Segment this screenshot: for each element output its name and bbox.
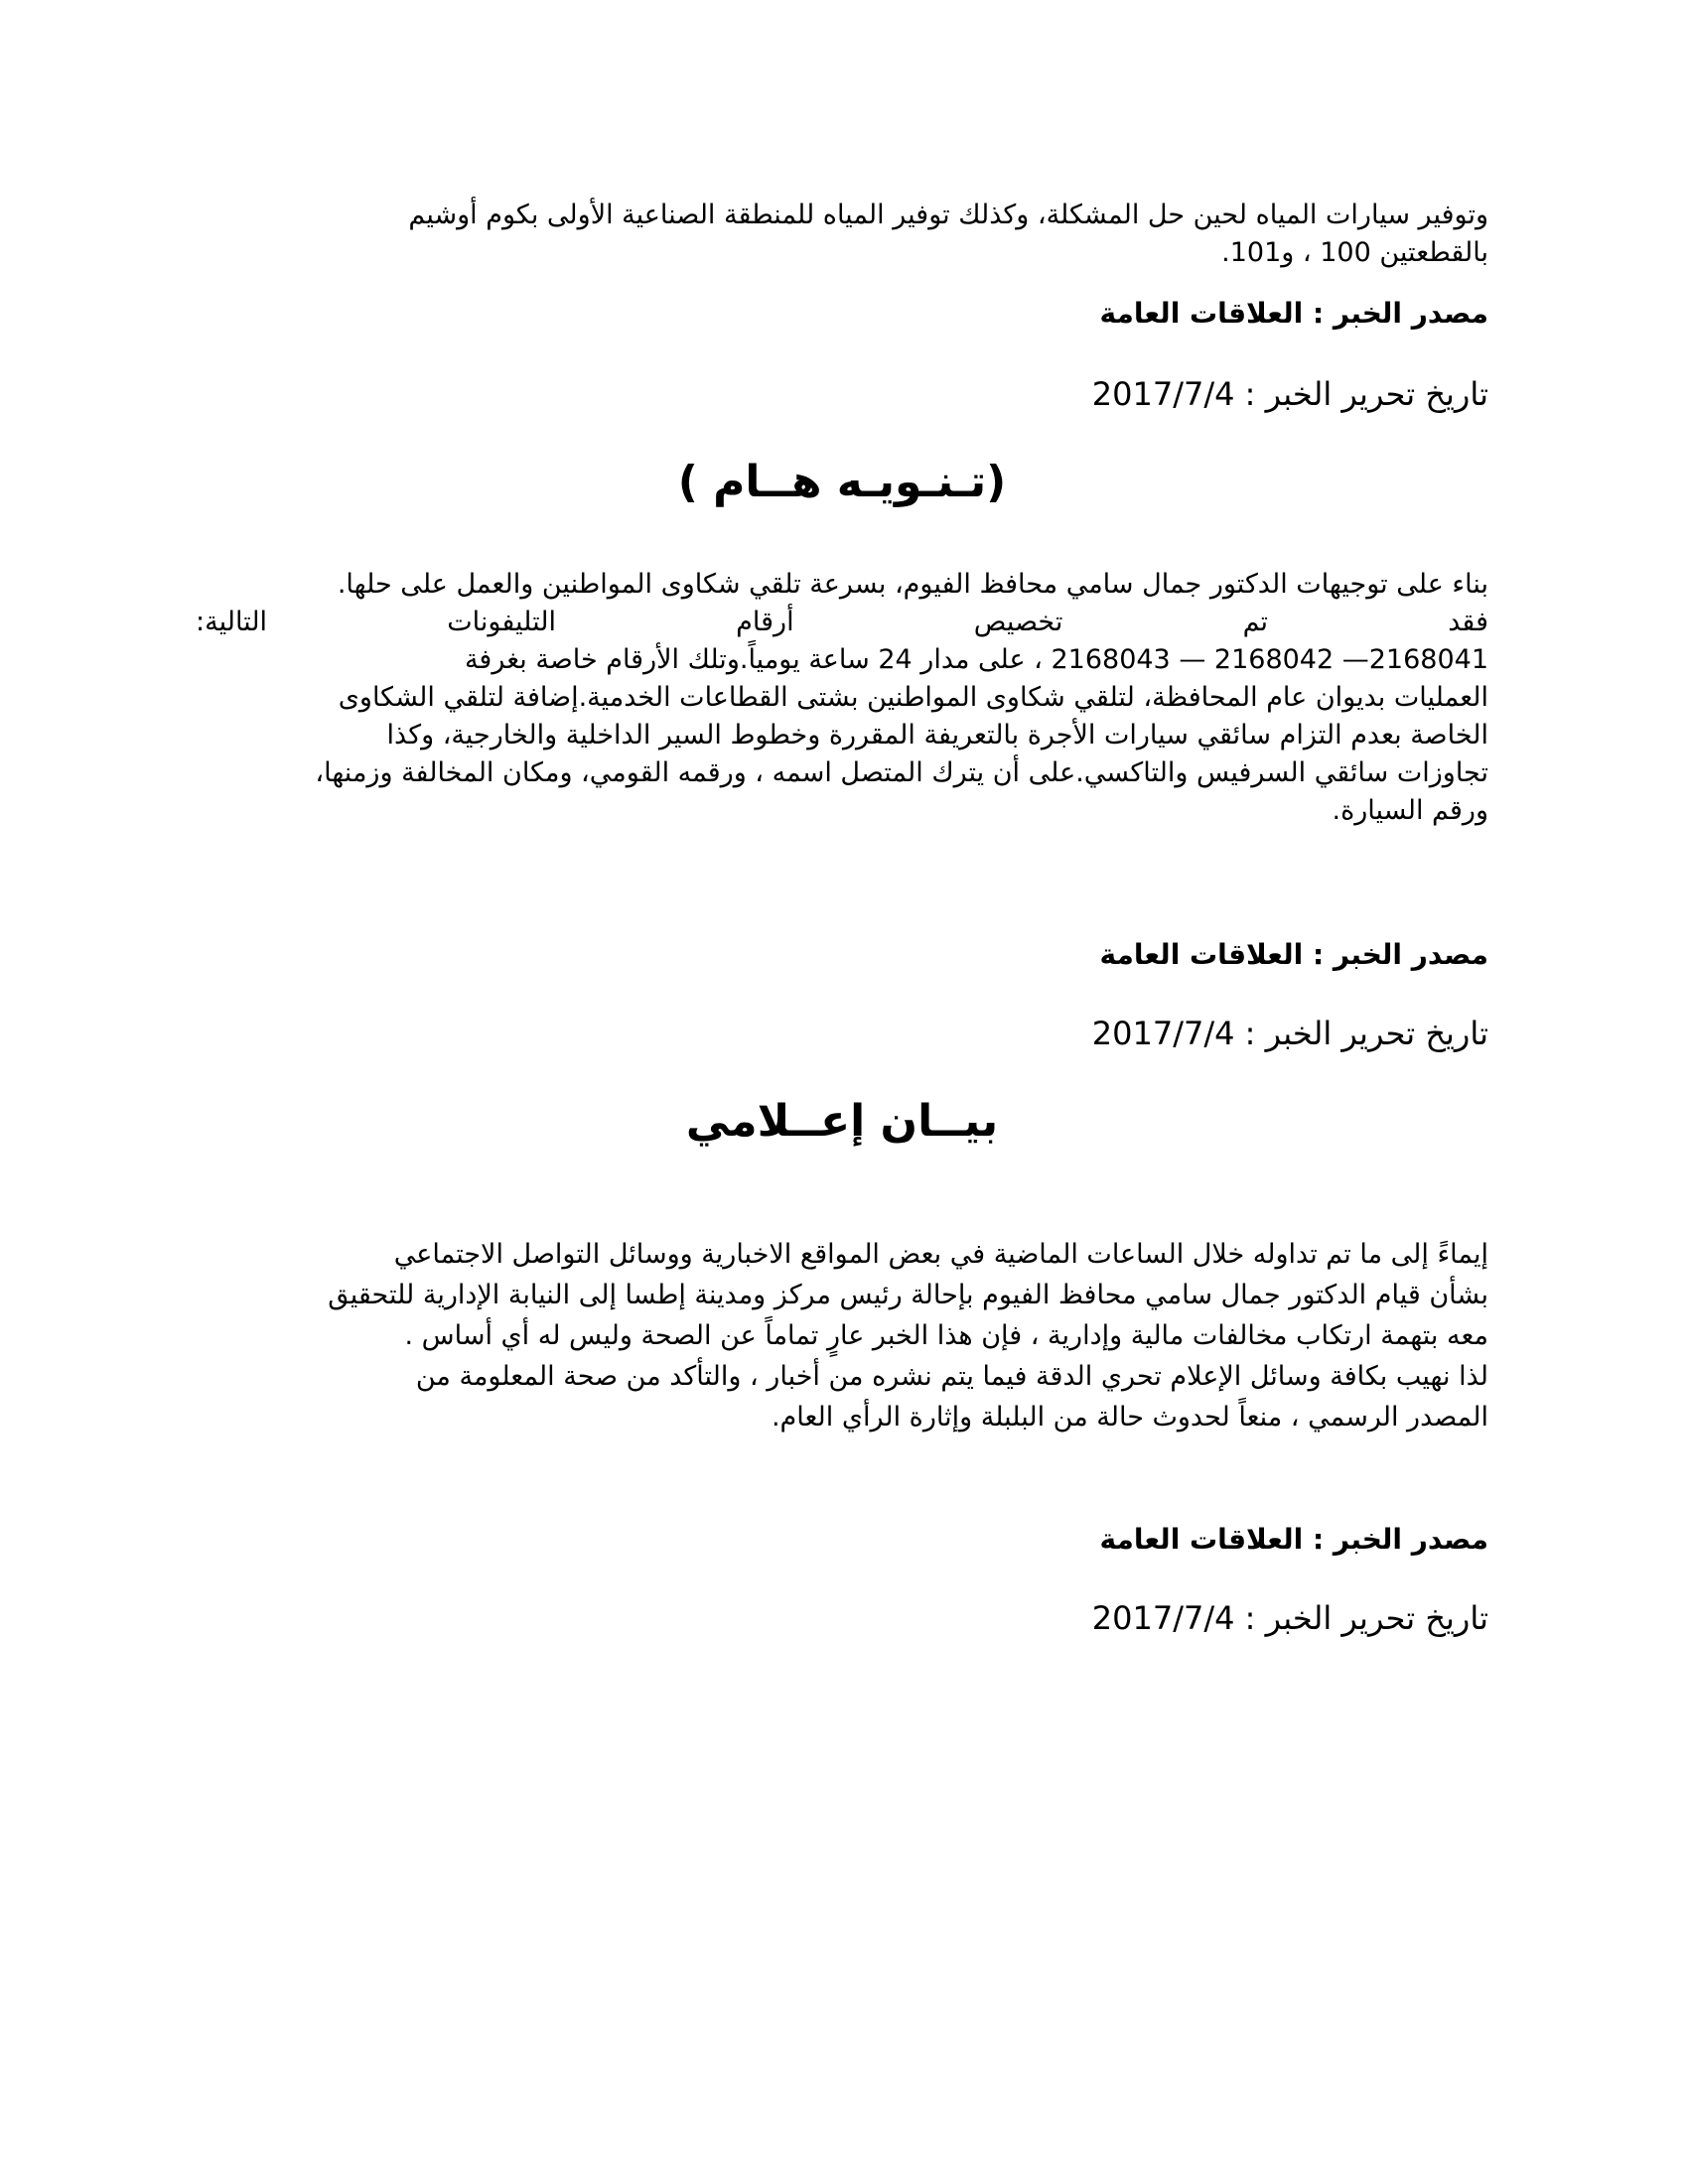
- notice-paragraph: [196, 566, 1488, 830]
- news-date: تاريخ تحرير الخبر : 2017/7/4: [1091, 375, 1488, 413]
- statement-line-1: إيماءً إلى ما تم تداوله خلال الساعات الماضية في بعض المواقع الاخبارية ووسائل التواصل الاجتماعي: [393, 1239, 1488, 1270]
- notice-title: (تـنـويـه هــام ): [677, 457, 1007, 507]
- statement-paragraph: [196, 1234, 1488, 1437]
- notice-line-7: ورقم السيارة.: [1332, 795, 1488, 826]
- notice-line-3: 2168041— 2168042 — 2168043 ، على مدار 24 ساعة يومياً.وتلك الأرقام خاصة بغرفة: [464, 644, 1488, 675]
- intro-line-1: وتوفير سيارات المياه لحين حل المشكلة، وكذلك توفير المياه للمنطقة الصناعية الأولى بكوم أوشيم: [408, 200, 1488, 230]
- notice-line-4: العمليات بديوان عام المحافظة، لتلقي شكاوى المواطنين بشتى القطاعات الخدمية.إضافة لتلقي الشكاوى: [338, 682, 1488, 713]
- intro-paragraph: [196, 197, 1488, 272]
- notice-source: مصدر الخبر : العلاقات العامة: [1099, 938, 1488, 971]
- notice-date: تاريخ تحرير الخبر : 2017/7/4: [1091, 1015, 1488, 1052]
- notice-line-6: تجاوزات سائقي السرفيس والتاكسي.على أن يترك المتصل اسمه ، ورقمه القومي، ومكان المخالفة وزمنها،: [315, 757, 1488, 788]
- notice-line-5: الخاصة بعدم التزام سائقي سيارات الأجرة بالتعريفة المقررة وخطوط السير الداخلية والخارجية، وكذا: [386, 720, 1488, 751]
- intro-line-2: بالقطعتين 100 ، و101.: [1221, 237, 1488, 268]
- notice-line-1: بناء على توجيهات الدكتور جمال سامي محافظ الفيوم، بسرعة تلقي شكاوى المواطنين والعمل على حلها.: [337, 569, 1488, 600]
- statement-line-2: بشأن قيام الدكتور جمال سامي محافظ الفيوم بإحالة رئيس مركز ومدينة إطسا إلى النيابة الإدارية للتحقيق: [328, 1280, 1488, 1310]
- statement-source: مصدر الخبر : العلاقات العامة: [1099, 1523, 1488, 1556]
- notice-line-2: فقد تم تخصيص أرقام التليفونات التالية:: [196, 607, 1488, 637]
- statement-title: بيــان إعــلامي: [685, 1096, 999, 1147]
- statement-line-3: معه بتهمة ارتكاب مخالفات مالية وإدارية ، فإن هذا الخبر عارٍ تماماً عن الصحة وليس له أي أساس .: [404, 1320, 1488, 1351]
- statement-line-5: المصدر الرسمي ، منعاً لحدوث حالة من البلبلة وإثارة الرأي العام.: [771, 1402, 1488, 1433]
- statement-line-4: لذا نهيب بكافة وسائل الإعلام تحري الدقة فيما يتم نشره من أخبار ، والتأكد من صحة المعلومة من: [415, 1361, 1488, 1392]
- statement-date: تاريخ تحرير الخبر : 2017/7/4: [1091, 1599, 1488, 1637]
- news-source: مصدر الخبر : العلاقات العامة: [1099, 297, 1488, 330]
